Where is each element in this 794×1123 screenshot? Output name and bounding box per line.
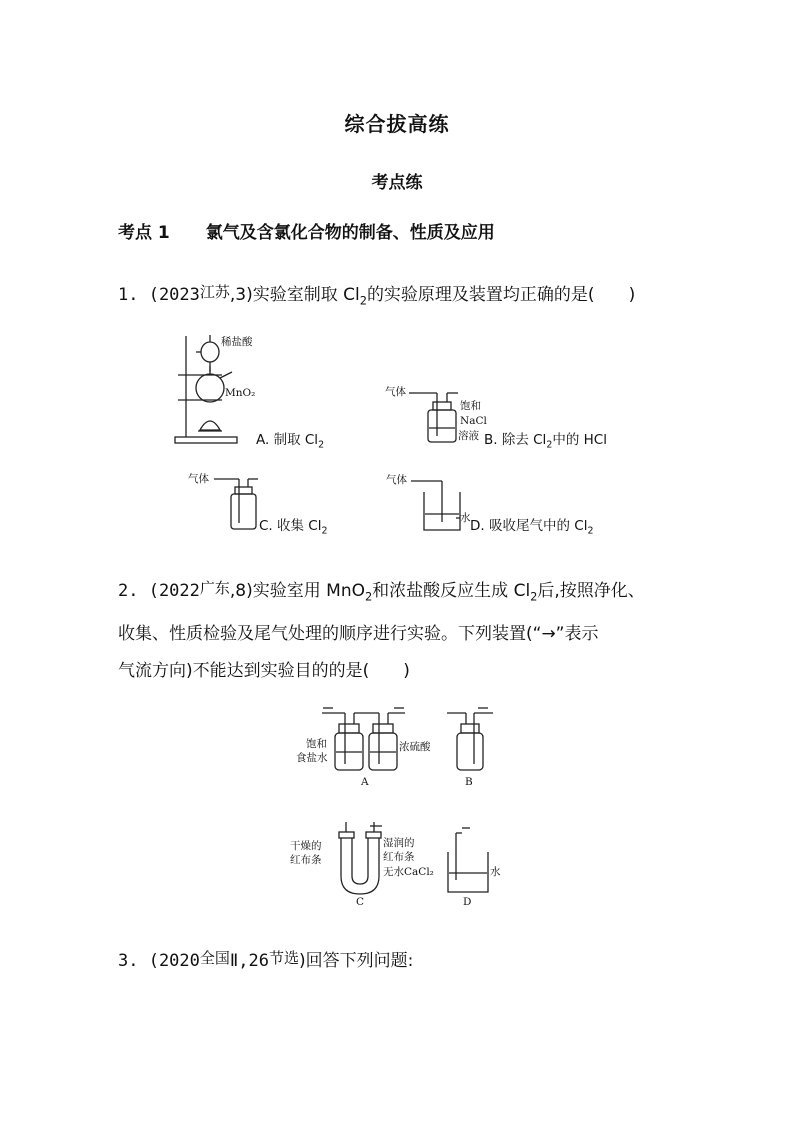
- q2c-wet-1: 湿润的: [383, 837, 415, 849]
- question-2-line-3: 气流方向)不能达到实验目的的是( ): [118, 661, 410, 681]
- q1b-label-1: 饱和: [460, 400, 481, 412]
- q1-option-c: C. 收集 $Cl_2$: [259, 518, 328, 537]
- q1a-mno2-label: MnO₂: [225, 387, 256, 399]
- q2d-water-label: 水: [490, 866, 501, 878]
- q2c-dry-2: 红布条: [290, 854, 322, 866]
- q1-apparatus-d: [411, 481, 460, 530]
- q1-option-d: D. 吸收尾气中的 $Cl_2$: [470, 518, 594, 537]
- q2-source: 广东: [199, 579, 230, 597]
- q1-option-a: A. 制取 $Cl_2$: [256, 432, 325, 451]
- q1-source: 江苏: [199, 283, 230, 301]
- question-2-line-2: 收集、性质检验及尾气处理的顺序进行实验。下列装置(“→”表示: [118, 624, 599, 644]
- q1b-label-2: NaCl: [460, 415, 487, 427]
- q2-apparatus-a: [322, 708, 405, 770]
- q2a-label-2: 食盐水: [296, 752, 328, 764]
- q1d-gas-label: 气体: [386, 474, 407, 486]
- q2c-cacl2: 无水CaCl₂: [383, 866, 434, 878]
- q2-apparatus-b: [447, 708, 493, 770]
- q1b-gas-label: 气体: [385, 386, 406, 398]
- q2d-letter: D: [463, 896, 472, 908]
- q1d-water-label: 水: [460, 512, 471, 524]
- q2-apparatus-c: [339, 822, 382, 894]
- page-subtitle: 考点练: [371, 173, 423, 193]
- q1c-gas-label: 气体: [188, 473, 209, 485]
- q3-source: 全国: [199, 949, 230, 967]
- q1-apparatus-b: [409, 393, 458, 442]
- q2a-acid-label: 浓硫酸: [399, 741, 431, 753]
- q2-apparatus-d: [448, 828, 488, 892]
- section-name: 氯气及含氯化合物的制备、性质及应用: [205, 223, 495, 243]
- q1-option-b: B. 除去 $Cl_2$中的 HCl: [484, 432, 607, 451]
- question-2-line-1: 2. (2022广东,8)实验室用 MnO$_2$和浓盐酸反应生成 $Cl_2$后,按照净化、: [118, 579, 645, 604]
- section-number: 考点 1: [118, 223, 170, 243]
- q1b-label-3: 溶液: [458, 430, 479, 442]
- q1-apparatus-c: [214, 479, 258, 529]
- q2b-letter: B: [465, 776, 473, 788]
- q2c-wet-2: 红布条: [383, 851, 415, 863]
- question-1-stem: 1. (2023江苏,3)实验室制取 $Cl_2$的实验原理及装置均正确的是( ): [118, 283, 636, 308]
- q2a-label-1: 饱和: [306, 738, 327, 750]
- page-title: 综合拔高练: [344, 112, 450, 136]
- q2a-letter: A: [361, 776, 369, 788]
- q2c-dry-1: 干燥的: [290, 840, 322, 852]
- question-3-stem: 3. (2020全国Ⅱ,26节选)回答下列问题:: [118, 949, 414, 971]
- q1a-acid-label: 稀盐酸: [221, 336, 253, 348]
- q3-source-2: 节选: [268, 949, 299, 967]
- q2c-letter: C: [356, 896, 365, 908]
